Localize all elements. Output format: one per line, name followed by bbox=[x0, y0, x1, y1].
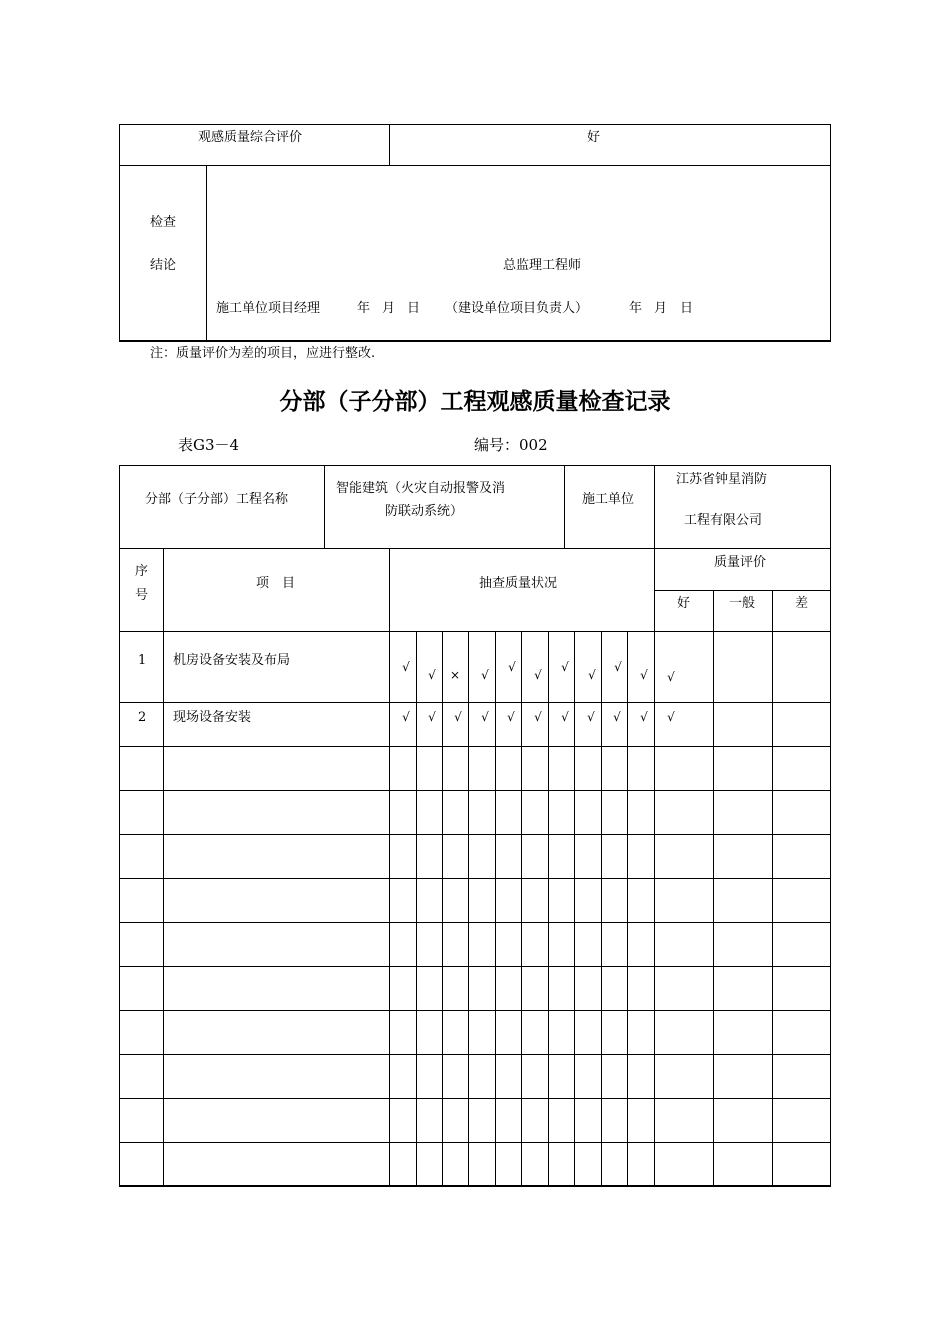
day-2: 日 bbox=[680, 301, 694, 316]
chief-supervisor-label: 总监理工程师 bbox=[503, 258, 582, 273]
row-1-mark-9: √ bbox=[614, 660, 622, 674]
row-1-no: 1 bbox=[138, 653, 147, 668]
row-1-mark-10: √ bbox=[640, 668, 648, 682]
row-2-mark-8: √ bbox=[587, 710, 595, 724]
row-2-item: 现场设备安装 bbox=[173, 710, 252, 725]
serial-number: 编号：002 bbox=[474, 436, 548, 454]
row-1-mark-6: √ bbox=[534, 668, 542, 682]
year-1: 年 bbox=[357, 301, 371, 316]
note: 注：质量评价为差的项目，应进行整改. bbox=[150, 346, 376, 361]
row-2-mark-4: √ bbox=[481, 710, 489, 724]
row-1-good: √ bbox=[667, 670, 675, 684]
good-header: 好 bbox=[677, 596, 691, 611]
contractor-pm-label: 施工单位项目经理 bbox=[216, 301, 321, 316]
owner-rep-label: （建设单位项目负责人） bbox=[445, 301, 589, 316]
row-1-mark-2: √ bbox=[428, 668, 436, 682]
row-2-mark-10: √ bbox=[640, 710, 648, 724]
row-1-mark-1: √ bbox=[402, 660, 410, 674]
day-1: 日 bbox=[407, 301, 421, 316]
row-1-mark-3: × bbox=[449, 668, 461, 682]
row-2-mark-7: √ bbox=[561, 710, 569, 724]
overall-eval-value: 好 bbox=[587, 130, 601, 145]
overall-eval-label: 观感质量综合评价 bbox=[198, 130, 303, 145]
seq-header-2: 号 bbox=[135, 588, 149, 603]
row-2-mark-1: √ bbox=[402, 710, 410, 724]
row-2-mark-5: √ bbox=[507, 710, 515, 724]
contractor-label: 施工单位 bbox=[582, 492, 635, 507]
division-name-value-line1: 智能建筑（火灾自动报警及消 bbox=[336, 481, 506, 496]
row-2-mark-6: √ bbox=[534, 710, 542, 724]
item-header: 项 目 bbox=[256, 576, 296, 591]
conclusion-label-1: 检查 bbox=[150, 215, 177, 230]
division-name-value-line2: 防联动系统） bbox=[385, 504, 464, 519]
row-2-good: √ bbox=[667, 710, 675, 724]
row-2-mark-2: √ bbox=[428, 710, 436, 724]
contractor-value-line2: 工程有限公司 bbox=[684, 513, 763, 528]
quality-eval-header: 质量评价 bbox=[714, 555, 767, 570]
page-title: 分部（子分部）工程观感质量检查记录 bbox=[279, 389, 671, 415]
division-name-label: 分部（子分部）工程名称 bbox=[145, 492, 289, 507]
row-2-mark-9: √ bbox=[613, 710, 621, 724]
row-1-item: 机房设备安装及布局 bbox=[173, 653, 291, 668]
seq-header-1: 序 bbox=[135, 564, 149, 579]
row-1-mark-8: √ bbox=[588, 668, 596, 682]
row-1-mark-7: √ bbox=[561, 660, 569, 674]
year-2: 年 bbox=[629, 301, 643, 316]
fair-header: 一般 bbox=[729, 596, 756, 611]
sampling-header: 抽查质量状况 bbox=[479, 576, 558, 591]
row-2-no: 2 bbox=[138, 710, 147, 725]
form-number: 表G3－4 bbox=[178, 436, 240, 454]
row-1-mark-4: √ bbox=[481, 668, 489, 682]
conclusion-label-2: 结论 bbox=[150, 258, 177, 273]
inspection-table bbox=[119, 465, 831, 1187]
row-1-mark-5: √ bbox=[508, 660, 516, 674]
contractor-value-line1: 江苏省钟星消防 bbox=[676, 472, 768, 487]
poor-header: 差 bbox=[795, 596, 809, 611]
row-2-mark-3: √ bbox=[454, 710, 462, 724]
month-1: 月 bbox=[382, 301, 396, 316]
month-2: 月 bbox=[654, 301, 668, 316]
